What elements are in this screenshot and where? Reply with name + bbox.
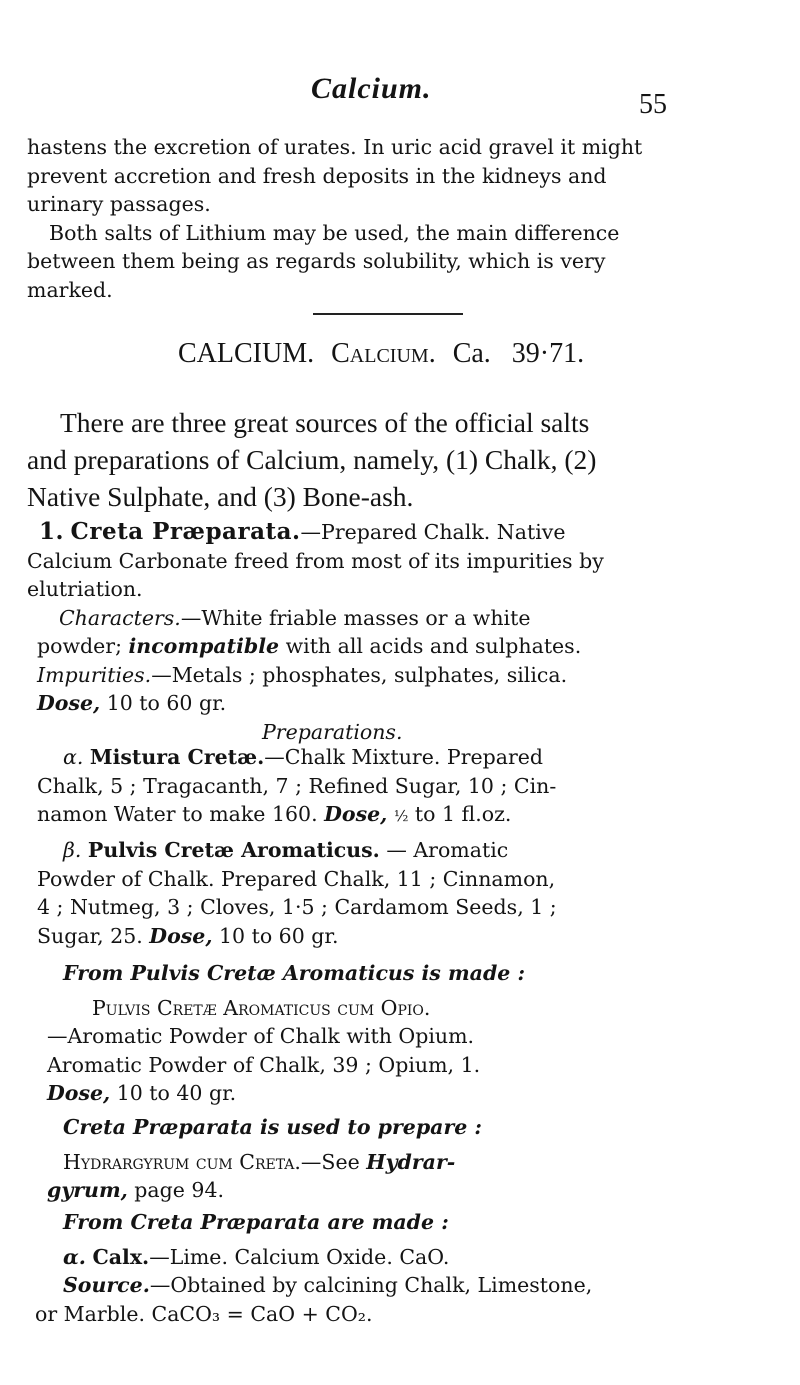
dose-label: Dose, <box>324 802 388 826</box>
entry-text: —Chalk Mixture. Prepared <box>264 745 544 769</box>
entry-title: Pulvis Cretæ Aromaticus cum Opio. <box>92 995 431 1020</box>
entry-title: Pulvis Cretæ Aromaticus. <box>87 838 380 862</box>
heading-name: CALCIUM. <box>178 338 315 369</box>
impurities-text: —Metals ; phosphates, sulphates, silica. <box>151 662 568 687</box>
cross-reference: Hydrar- <box>366 1149 456 1174</box>
cross-reference: gyrum, <box>47 1178 128 1202</box>
preparations-label: Preparations. <box>262 719 403 744</box>
source-label: Source. <box>63 1273 150 1297</box>
section-heading <box>178 338 584 370</box>
impurities-label: Impurities. <box>37 662 152 687</box>
entry-text: page 94. <box>127 1178 225 1202</box>
running-header-title: Calcium. <box>311 72 432 105</box>
sources-line: Native Sulphate, and (3) Bone-ash. <box>27 481 414 512</box>
heading-atomic-weight: 39·71. <box>511 338 585 369</box>
sources-line: and preparations of Calcium, namely, (1) Chalk, (2) <box>27 444 597 475</box>
intro-line: prevent accretion and fresh deposits in the kidneys and <box>27 163 607 188</box>
page-number: 55 <box>639 89 667 120</box>
entry-text: —Obtained by calcining Chalk, Limestone, <box>149 1273 593 1297</box>
intro-line: Both salts of Lithium may be used, the main difference <box>49 220 620 245</box>
entry-text: Chalk, 5 ; Tragacanth, 7 ; Refined Sugar, 10 ; Cin- <box>37 773 557 798</box>
characters-text: —White friable masses or a white <box>180 605 531 630</box>
entry-text: to 1 fl.oz. <box>408 802 512 826</box>
entry-title: Creta Præparata. <box>70 518 301 545</box>
entry-title: Hydrargyrum cum Creta. <box>63 1149 301 1174</box>
intro-line: urinary passages. <box>27 192 211 216</box>
creta-entry <box>27 518 604 746</box>
characters-label: Characters. <box>59 605 181 630</box>
entry-text: namon Water to make 160. <box>37 802 325 826</box>
entry-text: —Lime. Calcium Oxide. CaO. <box>149 1244 450 1269</box>
sources-paragraph <box>27 404 596 515</box>
entry-text: or Marble. CaCO₃ = CaO + CO₂. <box>35 1301 373 1326</box>
dose-label: Dose, <box>149 923 213 948</box>
sources-line: There are three great sources of the official salts <box>60 407 590 438</box>
entry-title: Calx. <box>92 1244 150 1269</box>
entry-text: —Aromatic Powder of Chalk with Opium. <box>47 1024 475 1048</box>
section-divider <box>313 313 463 315</box>
from-creta-section <box>27 1208 592 1328</box>
entry-text: 10 to 40 gr. <box>110 1081 237 1105</box>
entry-text: 10 to 60 gr. <box>212 923 339 948</box>
entry-text: Powder of Chalk. Prepared Chalk, 11 ; Cinnamon, <box>37 866 556 891</box>
intro-line: between them being as regards solubility, which is very <box>27 249 606 273</box>
entry-letter: α. <box>63 745 84 769</box>
from-pulvis-section <box>37 959 525 1108</box>
entry-title: Mistura Cretæ. <box>89 745 265 769</box>
subsection-label: From Pulvis Cretæ Aromaticus is made : <box>63 961 526 985</box>
dose-fraction: ½ <box>393 807 409 825</box>
entry-text: elutriation. <box>27 577 143 601</box>
subsection-label: Creta Præparata is used to prepare : <box>63 1115 482 1139</box>
entry-text: Calcium Carbonate freed from most of its impurities by <box>27 548 604 573</box>
mistura-entry <box>37 743 556 831</box>
dose-label: Dose, <box>37 691 101 715</box>
entry-text: —Prepared Chalk. Native <box>300 520 566 544</box>
subsection-label: From Creta Præparata are made : <box>63 1210 449 1234</box>
intro-line: marked. <box>27 277 113 302</box>
intro-line: hastens the excretion of urates. In uric acid gravel it might <box>27 135 643 159</box>
characters-text: with all acids and sulphates. <box>279 634 582 658</box>
creta-used-section <box>37 1113 482 1205</box>
intro-paragraph <box>27 133 642 304</box>
characters-text: powder; <box>37 634 129 658</box>
pulvis-entry <box>37 836 557 950</box>
incompatible-label: incompatible <box>128 634 280 658</box>
entry-text: —See <box>300 1149 367 1174</box>
dose-text: 10 to 60 gr. <box>100 691 227 715</box>
entry-letter: β. <box>63 838 82 862</box>
entry-text: — Aromatic <box>379 838 509 862</box>
entry-text: Sugar, 25. <box>37 923 150 948</box>
dose-label: Dose, <box>47 1081 111 1105</box>
heading-latin: Calcium. <box>331 338 436 369</box>
entry-text: 4 ; Nutmeg, 3 ; Cloves, 1·5 ; Cardamom Seeds, 1 ; <box>37 895 557 919</box>
entry-letter: α. <box>63 1244 86 1269</box>
entry-number: 1. <box>39 518 65 545</box>
entry-text: Aromatic Powder of Chalk, 39 ; Opium, 1. <box>47 1052 481 1077</box>
heading-symbol: Ca. <box>452 338 491 369</box>
